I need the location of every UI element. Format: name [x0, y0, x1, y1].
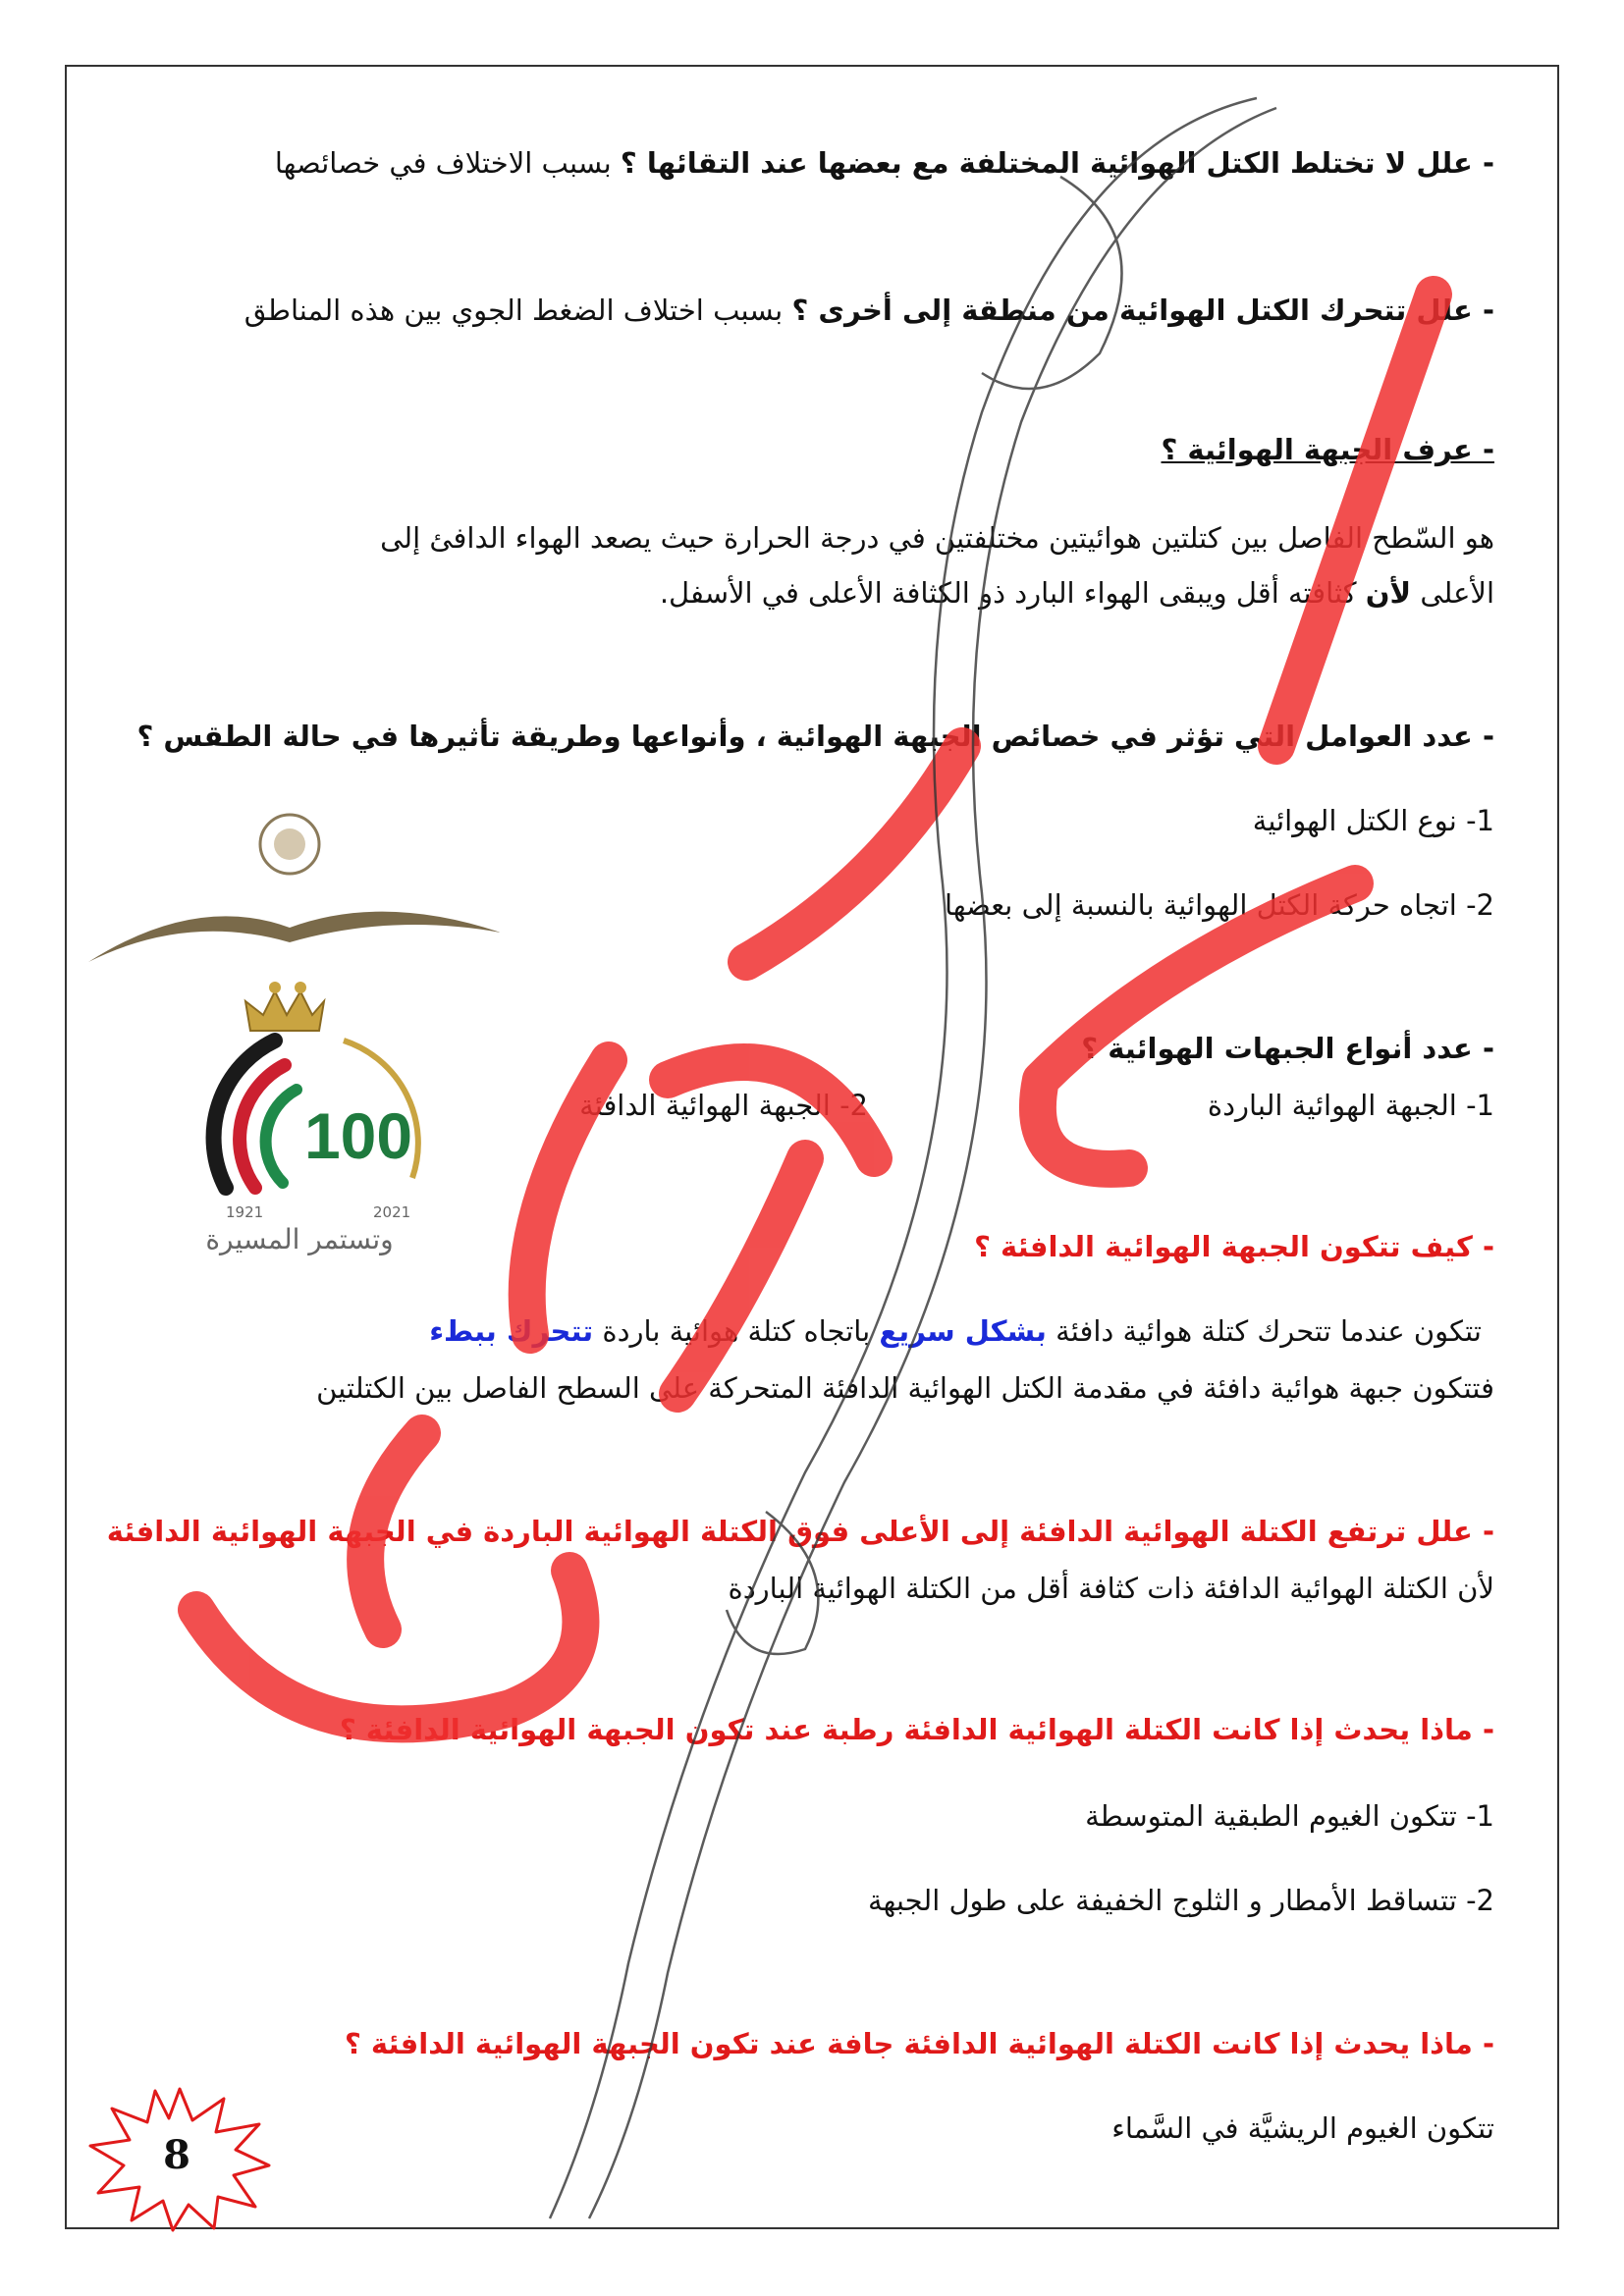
logo-year-end: 2021 [373, 1203, 411, 1221]
question-1-text: - علل لا تختلط الكتل الهوائية المختلفة مع بعضها عند التقائها ؟ [620, 146, 1494, 180]
question-9-text: - ماذا يحدث إذا كانت الكتلة الهوائية الدافئة جافة عند تكون الجبهة الهوائية الدافئة ؟ [344, 2027, 1494, 2060]
question-4-text: - عدد العوامل التي تؤثر في خصائص الجبهة الهوائية ، وأنواعها وطريقة تأثيرها في حالة الطقس ؟ [136, 720, 1494, 753]
wings-icon [88, 912, 501, 962]
question-1 [275, 143, 1494, 183]
answer-6-line-2: فتتكون جبهة هوائية دافئة في مقدمة الكتل الهوائية الدافئة المتحركة على السطح الفاصل بين الكتلتين [316, 1371, 1494, 1405]
logo-year-start: 1921 [226, 1203, 264, 1221]
answer-5-item-2: 2- الجبهة الهوائية الدافئة [579, 1089, 868, 1122]
answer-6-fast: بشكل سريع [879, 1314, 1047, 1348]
answer-4-item-2: 2- اتجاه حركة الكتل الهوائية بالنسبة إلى بعضها [944, 888, 1494, 922]
answer-3-part-b: كثافته أقل ويبقى الهواء البارد ذو الكثافة الأعلى في الأسفل. [659, 576, 1366, 610]
answer-2-text: بسبب اختلاف الضغط الجوي بين هذه المناطق [244, 294, 792, 327]
centennial-logo [79, 805, 511, 1256]
answer-6-part-b: باتجاه كتلة هوائية باردة [593, 1314, 880, 1348]
answer-3-part-a: الأعلى [1411, 576, 1494, 610]
answer-3-line-2 [660, 573, 1494, 613]
answer-9-text: تتكون الغيوم الريشيَّة في السَّماء [1111, 2111, 1494, 2145]
question-5-text: - عدد أنواع الجبهات الهوائية ؟ [1081, 1032, 1494, 1065]
answer-6-slow: تتحرك ببطء [429, 1314, 594, 1348]
answer-8-item-2: 2- تتساقط الأمطار و الثلوج الخفيفة على طول الجبهة [867, 1884, 1494, 1917]
answer-8-item-1: 1- تتكون الغيوم الطبقية المتوسطة [1085, 1799, 1494, 1833]
question-7-text: - علل ترتفع الكتلة الهوائية الدافئة إلى الأعلى فوق الكتلة الهوائية الباردة في الجبهة الهوائية الدافئة [106, 1515, 1494, 1548]
answer-3-keyword: لأن [1365, 576, 1412, 610]
answer-5-item-1: 1- الجبهة الهوائية الباردة [1207, 1089, 1494, 1122]
answer-6-line-1 [429, 1311, 1482, 1351]
question-6-text: - كيف تتكون الجبهة الهوائية الدافئة ؟ [974, 1230, 1494, 1263]
question-8-text: - ماذا يحدث إذا كانت الكتلة الهوائية الدافئة رطبة عند تكون الجبهة الهوائية الدافئة ؟ [339, 1713, 1494, 1746]
answer-1-text: بسبب الاختلاف في خصائصها [274, 146, 621, 180]
question-3-text: - عرف الجبهة الهوائية ؟ [1161, 433, 1494, 466]
page-number: 8 [163, 2132, 190, 2178]
crown-icon [245, 982, 324, 1031]
question-2-text: - علل تتحرك الكتل الهوائية من منطقة إلى أخرى ؟ [791, 294, 1494, 327]
question-2 [244, 291, 1494, 330]
answer-4-item-1: 1- نوع الكتل الهوائية [1252, 804, 1494, 837]
logo-number: 100 [303, 1099, 413, 1172]
answer-6-part-a: تتكون عندما تتحرك كتلة هوائية دافئة [1046, 1314, 1482, 1348]
answer-7-text: لأن الكتلة الهوائية الدافئة ذات كثافة أقل من الكتلة الهوائية الباردة [728, 1572, 1494, 1605]
answer-3-line-1: هو السّطح الفاصل بين كتلتين هوائيتين مختلفتين في درجة الحرارة حيث يصعد الهواء الدافئ إلى [380, 521, 1494, 555]
logo-slogan: وتستمر المسيرة [205, 1223, 394, 1255]
